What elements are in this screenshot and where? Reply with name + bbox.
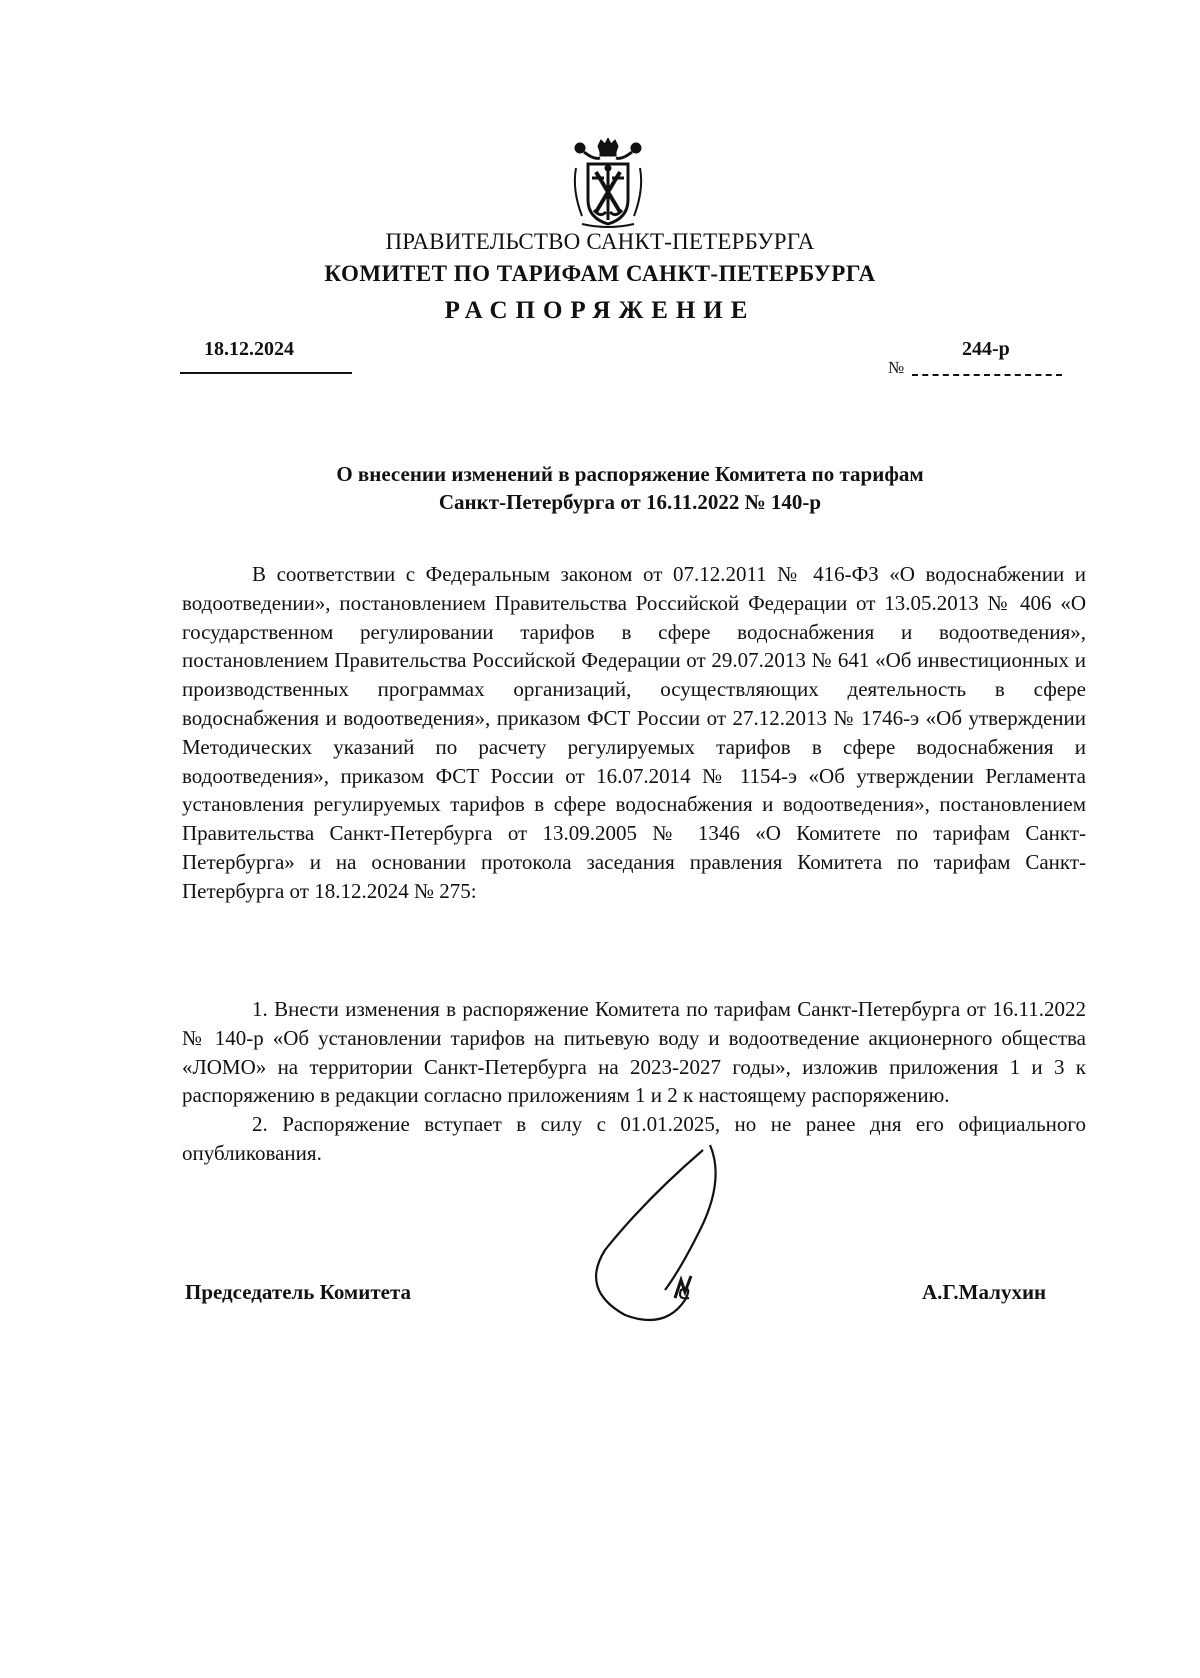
document-number: 244-р bbox=[962, 338, 1010, 360]
handwritten-signature bbox=[585, 1140, 755, 1330]
preamble-text: В соответствии с Федеральным законом от 07.12.2011 № 416-ФЗ «О водоснабжении и водоотведении», постановлением Правительства Российской Федерации от 13.05.2013 № 406 «О государственном регулировании тарифов в сфере водоснабжения и водоотведения», постановлением Правительства Российской Федерации от 29.07.2013 № 641 «Об инвестиционных и производственных программах организаций, осуществляющих деятельность в сфере водоснабжения и водоотведения», приказом ФСТ России от 27.12.2013 № 1746-э «Об утверждении Методических указаний по расчету регулируемых тарифов в сфере водоснабжения и водоотведения», приказом ФСТ России от 16.07.2014 № 1154-э «Об утверждении Регламента установления регулируемых тарифов в сфере водоснабжения и водоотведения», постановлением Правительства Санкт-Петербурга от 13.09.2005 № 1346 «О Комитете по тарифам Санкт-Петербурга» и на основании протокола заседания правления Комитета по тарифам Санкт-Петербурга от 18.12.2024 № 275: bbox=[182, 562, 1086, 903]
subject-line-2: Санкт-Петербурга от 16.11.2022 № 140-р bbox=[438, 490, 822, 514]
order-item-2: 2. Распоряжение вступает в силу с 01.01.2025, но не ранее дня его официального опубликования. bbox=[182, 1112, 1086, 1165]
document-date: 18.12.2024 bbox=[204, 338, 294, 360]
date-underline bbox=[180, 372, 352, 374]
order-item-1: 1. Внести изменения в распоряжение Комитета по тарифам Санкт-Петербурга от 16.11.2022 № 140-р «Об установлении тарифов на питьевую воду и водоотведение акционерного общества «ЛОМО» на территории Санкт-Петербурга на 2023-2027 годы», изложив приложения 1 и 3 к распоряжению в редакции согласно приложениям 1 и 2 к настоящему распоряжению. bbox=[182, 997, 1086, 1108]
document-subject bbox=[180, 460, 1080, 516]
number-underline bbox=[912, 374, 1062, 376]
coat-of-arms-icon bbox=[570, 138, 646, 230]
signatory-role: Председатель Комитета bbox=[185, 1280, 412, 1304]
preamble bbox=[182, 560, 1086, 906]
signatory-name: А.Г.Малухин bbox=[922, 1280, 1047, 1304]
government-name: ПРАВИТЕЛЬСТВО САНКТ-ПЕТЕРБУРГА bbox=[385, 229, 815, 254]
subject-line-1: О внесении изменений в распоряжение Комитета по тарифам bbox=[336, 462, 924, 486]
document-type: РАСПОРЯЖЕНИЕ bbox=[444, 297, 756, 324]
committee-name: КОМИТЕТ ПО ТАРИФАМ САНКТ-ПЕТЕРБУРГА bbox=[324, 261, 876, 286]
number-sign: № bbox=[888, 358, 905, 377]
